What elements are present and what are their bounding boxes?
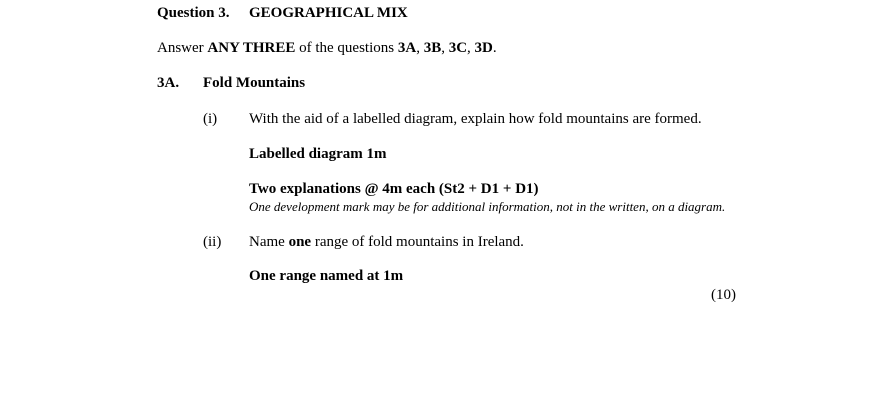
instruction-3a: 3A	[397, 40, 417, 56]
instruction-sep: ,	[441, 40, 449, 56]
question-title: GEOGRAPHICAL MIX	[249, 5, 408, 21]
part-ii-mark: One range named at 1m	[249, 268, 404, 284]
instruction-sep: ,	[467, 40, 475, 56]
instruction-sep: ,	[416, 40, 424, 56]
part-i-question: With the aid of a labelled diagram, explain how fold mountains are formed.	[249, 111, 702, 127]
instruction-3c: 3C	[448, 40, 468, 56]
part-ii-label: (ii)	[203, 234, 222, 250]
instruction-3d: 3D	[474, 40, 493, 56]
part-i-label: (i)	[203, 111, 218, 127]
instruction-suffix: .	[492, 40, 497, 56]
part-ii-question-suffix: range of fold mountains in Ireland.	[311, 234, 524, 250]
instruction-line	[157, 40, 497, 57]
part-ii-question-prefix: Name	[249, 234, 289, 250]
instruction-prefix: Answer	[157, 40, 208, 56]
part-i-note: One development mark may be for additional information, not in the written, on a diagram.	[249, 199, 726, 214]
section-title: Fold Mountains	[203, 75, 306, 91]
question-number: Question 3.	[157, 5, 230, 21]
instruction-any-three: ANY THREE	[207, 40, 296, 56]
part-ii-question	[249, 234, 524, 251]
part-i-mark-explanations: Two explanations @ 4m each (St2 + D1 + D1)	[249, 181, 539, 197]
part-ii-question-bold: one	[288, 234, 312, 250]
section-number: 3A.	[157, 75, 180, 91]
instruction-3b: 3B	[423, 40, 442, 56]
total-marks: (10)	[711, 287, 736, 303]
part-i-mark-diagram: Labelled diagram 1m	[249, 146, 387, 162]
instruction-middle: of the questions	[295, 40, 398, 56]
